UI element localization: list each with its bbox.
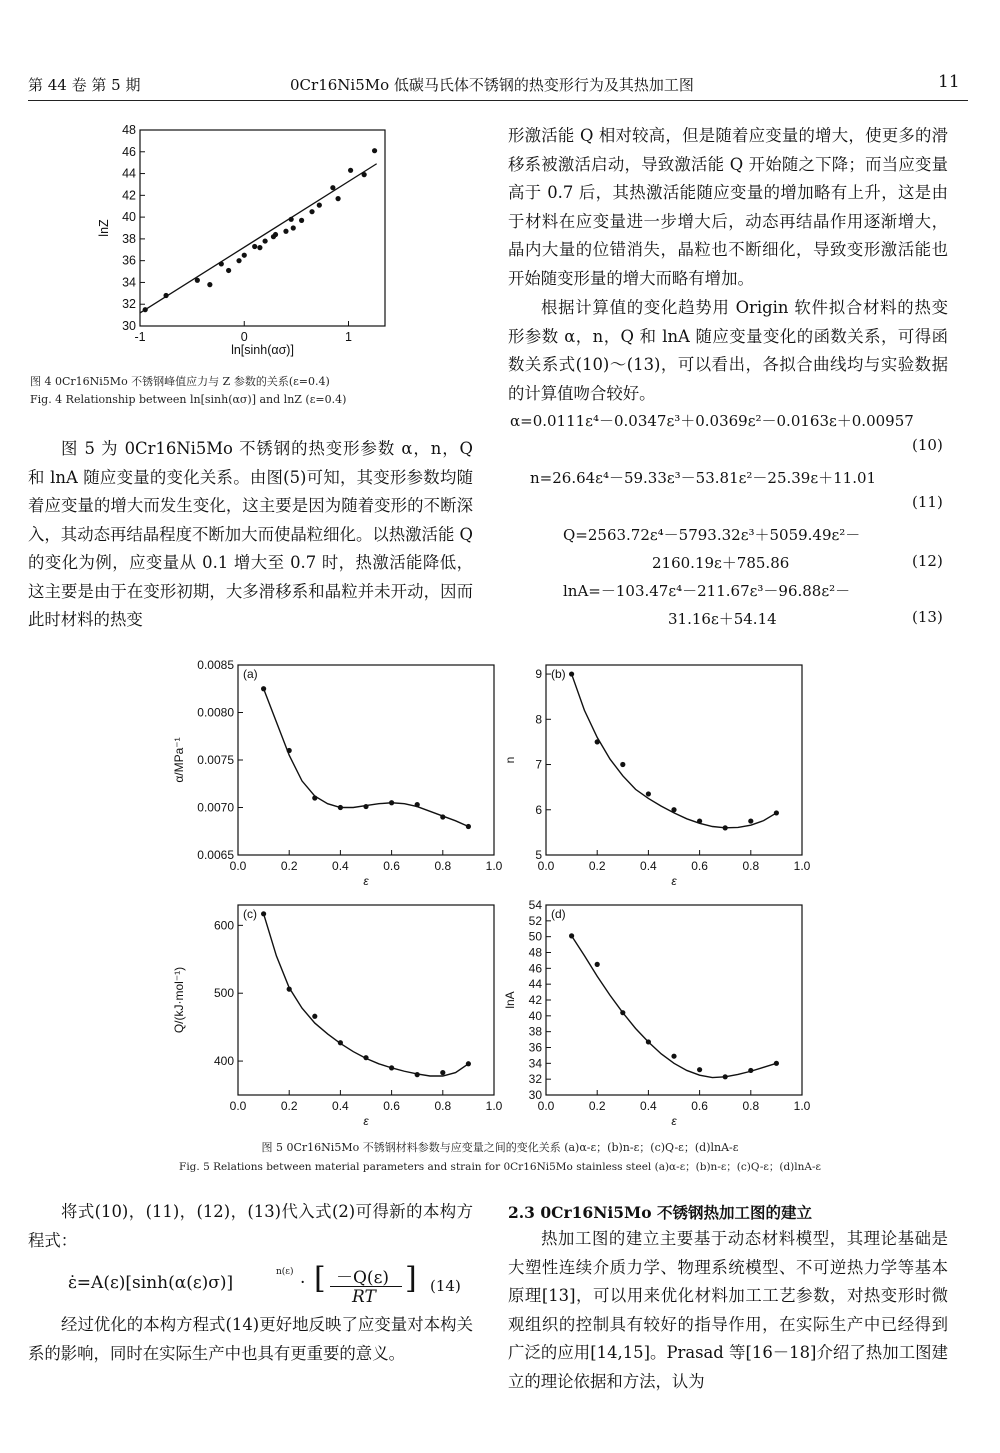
y-tick-label: 0.0085: [197, 658, 234, 672]
y-axis-label: α/MPa⁻¹: [172, 737, 186, 783]
plot-frame: [546, 905, 802, 1095]
data-point: [242, 253, 247, 258]
equation-13-line1: lnA=－103.47ε⁴－211.67ε³－96.88ε²－: [563, 582, 851, 600]
x-axis-label: ε: [671, 874, 677, 888]
data-point: [415, 802, 420, 807]
y-tick-label: 48: [528, 945, 542, 960]
data-point: [646, 791, 651, 796]
y-tick-label: 42: [122, 188, 136, 203]
fit-line: [140, 164, 377, 313]
y-tick-label: 9: [535, 667, 542, 682]
fit-curve: [572, 674, 777, 828]
data-point: [348, 168, 353, 173]
equation-14: [68, 1261, 417, 1307]
data-point: [330, 185, 335, 190]
data-point: [289, 217, 294, 222]
x-tick-label: 1: [345, 330, 352, 344]
equation-14-number: (14): [430, 1277, 461, 1295]
equation-14-bracket-left: [: [314, 1261, 326, 1296]
x-axis-label: ε: [671, 1114, 677, 1128]
data-point: [415, 1072, 420, 1077]
data-point: [335, 196, 340, 201]
data-point: [207, 282, 212, 287]
x-tick-label: 0.6: [691, 859, 708, 873]
x-tick-label: 0: [240, 330, 248, 344]
data-point: [466, 824, 471, 829]
data-point: [697, 818, 702, 823]
data-point: [389, 1065, 394, 1070]
y-tick-label: 400: [213, 1054, 234, 1069]
equation-10: α=0.0111ε⁴－0.0347ε³＋0.0369ε²－0.0163ε＋0.00957: [510, 412, 914, 430]
y-tick-label: 0.0070: [197, 800, 234, 815]
data-point: [723, 825, 728, 830]
equation-11: n=26.64ε⁴－59.33ε³－53.81ε²－25.39ε＋11.01: [530, 469, 877, 487]
x-tick-label: 0.4: [640, 859, 657, 873]
x-tick-label: 0.2: [280, 859, 298, 873]
x-tick-label: 0.0: [537, 859, 555, 873]
data-point: [363, 1055, 368, 1060]
y-tick-label: 30: [122, 319, 136, 333]
data-point: [774, 1061, 779, 1066]
data-point: [671, 807, 676, 812]
x-tick-label: 0.4: [332, 1099, 349, 1113]
data-point: [646, 1039, 651, 1044]
y-tick-label: 46: [528, 961, 542, 976]
x-axis-label: ln[sinh(ασ)]: [231, 343, 294, 357]
x-tick-label: 0.8: [742, 859, 760, 873]
x-tick-label: 0.8: [434, 859, 452, 873]
data-point: [595, 962, 600, 967]
x-tick-label: -1: [134, 330, 146, 344]
y-tick-label: 5: [535, 848, 542, 862]
data-point: [671, 1054, 676, 1059]
equation-13-number: (13): [912, 608, 943, 626]
fig5-caption-en: Fig. 5 Relations between material parameters and strain for 0Cr16Ni5Mo stainless steel (a)α-ε；(b)n-ε；(c)Q-ε；(d)lnA-ε: [179, 1161, 821, 1173]
y-tick-label: 32: [122, 297, 136, 312]
data-point: [466, 1061, 471, 1066]
equation-14-denominator: RT: [352, 1287, 376, 1307]
x-tick-label: 0.4: [332, 859, 349, 873]
y-axis-label: lnA: [503, 991, 517, 1009]
bottom-right-paragraph: 热加工图的建立主要基于动态材料模型，其理论基础是大塑性连续介质力学、物理系统模型、不可逆热力学等基本原理[13]，可以用来优化材料加工工艺参数，对热变形时微观组织的控制具有较好的指导作用，在实际生产中已经得到广泛的应用[14,15]。Prasad 等[16－18]介绍了热加工图建立的理论依据和方法，认为: [508, 1229, 948, 1391]
data-point: [440, 1070, 445, 1075]
x-tick-label: 0.0: [229, 1099, 247, 1113]
data-point: [620, 1010, 625, 1015]
data-point: [362, 172, 367, 177]
equation-14-dot: ·: [300, 1273, 306, 1293]
data-point: [309, 209, 314, 214]
data-point: [287, 748, 292, 753]
plot-frame: [140, 130, 385, 326]
equation-11-number: (11): [912, 493, 943, 511]
data-point: [338, 805, 343, 810]
y-tick-label: 44: [528, 977, 542, 992]
left-paragraph: 图 5 为 0Cr16Ni5Mo 不锈钢的热变形参数 α，n，Q 和 lnA 随应变量的变化关系。由图(5)可知，其变形参数均随着应变量的增大而发生变化，这主要是因为随着变形的不断深入，其动态再结晶程度不断加大而使晶粒细化。以热激活能 Q 的变化为例，应变量从 0.1 增大至 0.7 时，热激活能降低，这主要是由于在变形初期，大多滑移系和晶粒并未开动，因而此时材料的热变: [28, 439, 473, 629]
equation-14-body: ε̇=A(ε)[sinh(α(ε)σ)]: [68, 1273, 234, 1293]
equation-12-number: (12): [912, 552, 943, 570]
y-axis-label: n: [503, 756, 517, 764]
data-point: [312, 1014, 317, 1019]
fig4-caption-cn: 图 4 0Cr16Ni5Mo 不锈钢峰值应力与 Z 参数的关系(ε=0.4): [30, 375, 330, 388]
data-point: [252, 244, 257, 249]
data-point: [620, 762, 625, 767]
y-tick-label: 0.0075: [197, 753, 234, 767]
journal-volume-issue: 第 44 卷 第 5 期: [28, 76, 141, 94]
fig5-panel-a: [160, 650, 520, 900]
equation-14-exponent: n(ε): [276, 1267, 294, 1277]
running-title: 0Cr16Ni5Mo 低碳马氏体不锈钢的热变形行为及其热加工图: [290, 76, 694, 94]
data-point: [283, 229, 288, 234]
y-tick-label: 32: [528, 1072, 542, 1087]
y-tick-label: 46: [122, 144, 136, 159]
equation-12-line2: 2160.19ε＋785.86: [652, 554, 790, 572]
data-point: [195, 278, 200, 283]
x-tick-label: 0.2: [588, 859, 606, 873]
equation-12-line1: Q=2563.72ε⁴－5793.32ε³＋5059.49ε²－: [563, 526, 861, 544]
x-tick-label: 1.0: [793, 1099, 811, 1113]
data-point: [748, 1068, 753, 1073]
x-tick-label: 0.8: [742, 1099, 760, 1113]
data-point: [163, 293, 168, 298]
y-tick-label: 54: [528, 898, 542, 912]
data-point: [697, 1067, 702, 1072]
plot-frame: [238, 665, 494, 855]
bottom-left-paragraph-1: 将式(10)，(11)，(12)，(13)代入式(2)可得新的本构方程式：: [28, 1202, 473, 1250]
header-rule: [28, 100, 968, 101]
data-point: [569, 933, 574, 938]
fit-curve: [264, 914, 469, 1076]
data-point: [723, 1074, 728, 1079]
plot-frame: [238, 905, 494, 1095]
data-point: [774, 810, 779, 815]
data-point: [257, 245, 262, 250]
data-point: [299, 218, 304, 223]
x-tick-label: 0.4: [640, 1099, 657, 1113]
fig5-panel-b: [490, 650, 830, 900]
data-point: [440, 814, 445, 819]
x-tick-label: 0.2: [280, 1099, 298, 1113]
y-tick-label: 36: [528, 1040, 542, 1055]
data-point: [273, 232, 278, 237]
y-tick-label: 50: [528, 929, 542, 944]
equation-10-number: (10): [912, 436, 943, 454]
data-point: [219, 261, 224, 266]
y-tick-label: 8: [535, 712, 542, 727]
section-heading-2-3: 2.3 0Cr16Ni5Mo 不锈钢热加工图的建立: [508, 1203, 812, 1222]
data-point: [291, 225, 296, 230]
y-axis-label: lnZ: [97, 219, 111, 237]
data-point: [226, 268, 231, 273]
x-axis-label: ε: [363, 1114, 369, 1128]
data-point: [748, 818, 753, 823]
x-tick-label: 0.2: [588, 1099, 606, 1113]
y-tick-label: 38: [122, 231, 136, 246]
fig5-panel-d: [490, 890, 830, 1145]
y-tick-label: 34: [528, 1056, 542, 1071]
bottom-left-paragraph-2: 经过优化的本构方程式(14)更好地反映了应变量对本构关系的影响，同时在实际生产中也具有更重要的意义。: [28, 1315, 473, 1363]
fig5-caption-cn: 图 5 0Cr16Ni5Mo 不锈钢材料参数与应变量之间的变化关系 (a)α-ε；(b)n-ε；(c)Q-ε；(d)lnA-ε: [261, 1141, 739, 1154]
y-tick-label: 48: [122, 123, 136, 137]
data-point: [143, 307, 148, 312]
y-tick-label: 52: [528, 913, 542, 928]
data-point: [372, 148, 377, 153]
data-point: [236, 258, 241, 263]
y-tick-label: 34: [122, 275, 136, 290]
x-axis-label: ε: [363, 874, 369, 888]
x-tick-label: 0.0: [537, 1099, 555, 1113]
x-tick-label: 0.6: [383, 1099, 400, 1113]
data-point: [261, 911, 266, 916]
panel-label: (b): [551, 667, 566, 681]
y-tick-label: 38: [528, 1024, 542, 1039]
y-axis-label: Q/(kJ·mol⁻¹): [172, 966, 186, 1034]
x-tick-label: 0.0: [229, 859, 247, 873]
data-point: [287, 987, 292, 992]
data-point: [569, 671, 574, 676]
y-tick-label: 6: [535, 802, 542, 817]
fig5-panel-c: [160, 890, 520, 1145]
y-tick-label: 30: [528, 1088, 542, 1102]
data-point: [317, 203, 322, 208]
x-tick-label: 0.6: [691, 1099, 708, 1113]
data-point: [263, 238, 268, 243]
data-point: [338, 1040, 343, 1045]
panel-label: (a): [243, 667, 258, 681]
y-tick-label: 40: [528, 1008, 542, 1023]
y-tick-label: 7: [535, 757, 542, 772]
y-tick-label: 36: [122, 253, 136, 268]
data-point: [312, 795, 317, 800]
data-point: [595, 739, 600, 744]
equation-14-numerator: －Q(ε): [336, 1268, 390, 1288]
right-top-paragraph: 形激活能 Q 相对较高，但是随着应变量的增大，使更多的滑移系被激活启动，导致激活能 Q 开始随之下降；而当应变量高于 0.7 后，其热激活能随应变量的增加略有上升，这是由于材料在应变量进一步增大后，动态再结晶作用逐渐增大，晶内大量的位错消失，晶粒也不断细化，导致变形激活能也开始随变形量的增大而略有增加。: [508, 126, 948, 288]
x-tick-label: 1.0: [485, 1099, 503, 1113]
y-tick-label: 44: [122, 166, 136, 181]
y-tick-label: 500: [213, 986, 234, 1001]
equation-13-line2: 31.16ε＋54.14: [668, 610, 777, 628]
y-tick-label: 0.0080: [197, 705, 234, 720]
x-tick-label: 0.8: [434, 1099, 452, 1113]
x-tick-label: 0.6: [383, 859, 400, 873]
y-tick-label: 40: [122, 210, 136, 225]
equation-14-bracket-right: ]: [405, 1261, 417, 1296]
y-tick-label: 600: [213, 918, 234, 933]
y-tick-label: 42: [528, 993, 542, 1007]
fig4-caption-en: Fig. 4 Relationship between ln[sinh(ασ)] and lnZ (ε=0.4): [30, 393, 347, 406]
plot-frame: [546, 665, 802, 855]
page-number: 11: [938, 72, 960, 92]
data-point: [261, 686, 266, 691]
data-point: [363, 804, 368, 809]
x-tick-label: 1.0: [793, 859, 811, 873]
data-point: [389, 800, 394, 805]
x-tick-label: 1.0: [485, 859, 503, 873]
fig4-chart: [95, 120, 395, 360]
panel-label: (c): [243, 907, 257, 921]
right-paragraph-2: 根据计算值的变化趋势用 Origin 软件拟合材料的热变形参数 α，n，Q 和 lnA 随应变量变化的函数关系，可得函数关系式(10)～(13)，可以看出，各拟合曲线均与实验数据的计算值吻合较好。: [508, 298, 948, 403]
panel-label: (d): [551, 907, 566, 921]
y-tick-label: 0.0065: [197, 848, 234, 862]
